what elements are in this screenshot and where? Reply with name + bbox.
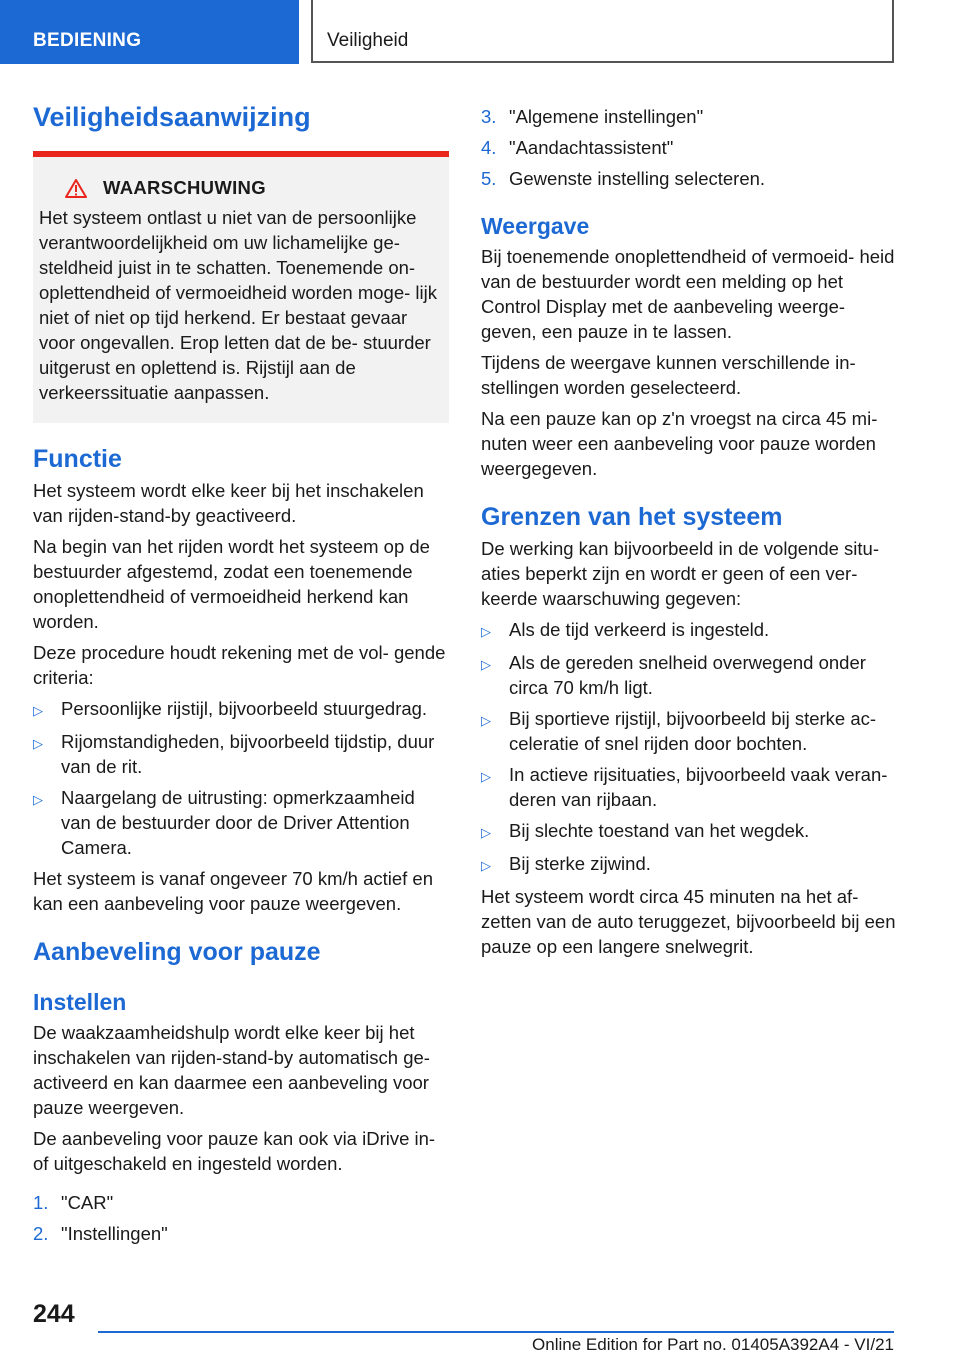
list-item: ▷ Als de gereden snelheid overwegend onder circa 70 km/h ligt. bbox=[481, 652, 866, 698]
footer-divider bbox=[98, 1331, 894, 1333]
list-item: 3. "Algemene instellingen" bbox=[481, 106, 704, 127]
chapter-label: Veiligheid bbox=[327, 30, 409, 51]
heading-functie: Functie bbox=[33, 445, 122, 473]
paragraph: Het systeem wordt elke keer bij het inschakelen van rijden-stand-by geactiveerd. bbox=[33, 480, 424, 526]
list-item: ▷ Naargelang de uitrusting: opmerkzaamheid van de bestuurder door de Driver Attention Camera. bbox=[33, 787, 415, 858]
triangle-bullet-icon: ▷ bbox=[481, 858, 491, 873]
paragraph: Bij toenemende onoplettendheid of vermoeid- heid van de bestuurder wordt een melding op het Control Display met de aanbeveling weerge- geven, een pauze in te lassen. bbox=[481, 246, 895, 342]
list-item: 2. "Instellingen" bbox=[33, 1223, 168, 1244]
triangle-bullet-icon: ▷ bbox=[33, 792, 43, 807]
list-item: ▷ In actieve rijsituaties, bijvoorbeeld vaak veran- deren van rijbaan. bbox=[481, 764, 888, 810]
warning-text: Het systeem ontlast u niet van de persoonlijke verantwoordelijkheid om uw lichamelijke ge- steldheid juist in te schatten. Toenemende on- oplettendheid of vermoeidheid worden moge- lijk niet of niet op tijd herkend. Er bestaat gevaar voor ongevallen. Erop letten dat de be- stuurder uitgerust en oplettend is. Rijstijl aan de verkeerssituatie aanpassen. bbox=[39, 207, 437, 403]
triangle-bullet-icon: ▷ bbox=[481, 624, 491, 639]
triangle-bullet-icon: ▷ bbox=[481, 713, 491, 728]
triangle-bullet-icon: ▷ bbox=[33, 736, 43, 751]
criteria-list bbox=[33, 696, 449, 860]
list-item: ▷ Als de tijd verkeerd is ingesteld. bbox=[481, 617, 897, 644]
page-number: 244 bbox=[33, 1300, 75, 1328]
triangle-bullet-icon: ▷ bbox=[481, 769, 491, 784]
footer-edition: Online Edition for Part no. 01405A392A4 - VI/21 bbox=[532, 1335, 894, 1354]
triangle-bullet-icon: ▷ bbox=[481, 657, 491, 672]
paragraph: Deze procedure houdt rekening met de vol- gende criteria: bbox=[33, 642, 446, 688]
page-title: Veiligheidsaanwijzing bbox=[33, 102, 311, 132]
warning-header bbox=[65, 177, 441, 199]
paragraph: Na begin van het rijden wordt het systeem op de bestuurder afgestemd, zodat een toenemende onoplettendheid of vermoeidheid herkend kan worden. bbox=[33, 536, 430, 632]
paragraph: Tijdens de weergave kunnen verschillende in- stellingen worden geselecteerd. bbox=[481, 352, 856, 398]
left-column bbox=[33, 96, 449, 1252]
list-item: ▷ Bij sportieve rijstijl, bijvoorbeeld bij sterke ac- celeratie of snel rijden door bochten. bbox=[481, 708, 877, 754]
list-item: 1. "CAR" bbox=[33, 1192, 114, 1213]
heading-weergave: Weergave bbox=[481, 213, 590, 239]
chapter-tab[interactable] bbox=[311, 0, 894, 63]
paragraph: Na een pauze kan op z'n vroegst na circa 45 mi- nuten weer een aanbeveling voor pauze worden weergegeven. bbox=[481, 408, 878, 479]
warning-box bbox=[33, 151, 449, 423]
paragraph: De werking kan bijvoorbeeld in de volgende situ- aties beperkt zijn en wordt er geen of een ver- keerde waarschuwing gegeven: bbox=[481, 538, 879, 609]
heading-aanbeveling: Aanbeveling voor pauze bbox=[33, 938, 321, 966]
triangle-bullet-icon: ▷ bbox=[481, 825, 491, 840]
limits-list bbox=[481, 617, 897, 878]
right-column bbox=[481, 104, 897, 965]
steps-list bbox=[481, 104, 897, 191]
list-item: 5. Gewenste instelling selecteren. bbox=[481, 168, 766, 189]
list-item: ▷ Bij sterke zijwind. bbox=[481, 851, 897, 878]
triangle-bullet-icon: ▷ bbox=[33, 703, 43, 718]
list-item: ▷ Persoonlijke rijstijl, bijvoorbeeld stuurgedrag. bbox=[33, 696, 449, 723]
section-label: BEDIENING bbox=[33, 30, 142, 51]
section-tab[interactable] bbox=[0, 0, 299, 64]
heading-grenzen: Grenzen van het systeem bbox=[481, 503, 783, 531]
paragraph: Het systeem is vanaf ongeveer 70 km/h actief en kan een aanbeveling voor pauze weergeven. bbox=[33, 868, 434, 914]
steps-list bbox=[33, 1190, 449, 1246]
warning-triangle-icon bbox=[65, 179, 87, 198]
warning-label: WAARSCHUWING bbox=[103, 177, 266, 198]
paragraph: De aanbeveling voor pauze kan ook via iDrive in- of uitgeschakeld en ingesteld worden. bbox=[33, 1128, 436, 1174]
list-item: ▷ Bij slechte toestand van het wegdek. bbox=[481, 818, 897, 845]
list-item: ▷ Rijomstandigheden, bijvoorbeeld tijdstip, duur van de rit. bbox=[33, 731, 435, 777]
paragraph: Het systeem wordt circa 45 minuten na het af- zetten van de auto teruggezet, bijvoorbeeld bij een pauze op een langere snelwegrit. bbox=[481, 886, 896, 957]
list-item: 4. "Aandachtassistent" bbox=[481, 137, 674, 158]
subheading-instellen: Instellen bbox=[33, 989, 127, 1015]
paragraph: De waakzaamheidshulp wordt elke keer bij het inschakelen van rijden-stand-by automatisch ge- activeerd en kan daarmee een aanbeveling voor pauze weergeven. bbox=[33, 1022, 430, 1118]
